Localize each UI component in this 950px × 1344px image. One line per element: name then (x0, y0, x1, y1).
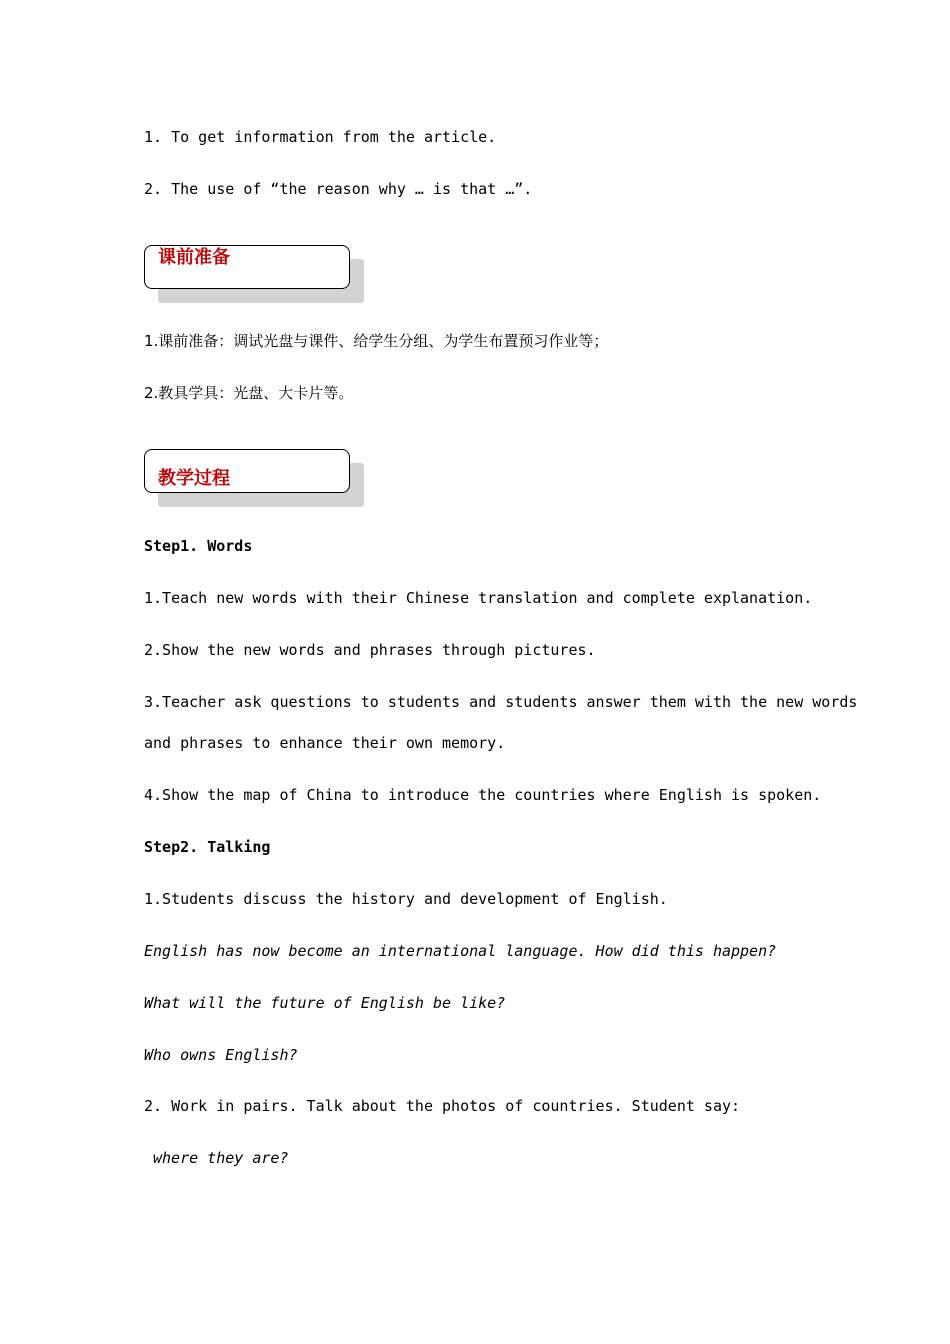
step2-item-1: 1.Students discuss the history and development of English. (144, 890, 668, 908)
discussion-question-1: English has now become an international language. How did this happen? (144, 942, 777, 960)
step1-item-1: 1.Teach new words with their Chinese translation and complete explanation. (144, 589, 813, 607)
objective-2: 2. The use of “the reason why … is that …”. (144, 180, 533, 198)
section-header-process (144, 449, 350, 493)
section-header-preparation (144, 245, 350, 289)
step1-item-4: 4.Show the map of China to introduce the countries where English is spoken. (144, 786, 822, 804)
step1-heading: Step1. Words (144, 537, 253, 555)
discussion-question-3: Who owns English? (144, 1046, 298, 1064)
discussion-question-2: What will the future of English be like? (144, 994, 506, 1012)
pair-work-question: where they are? (153, 1149, 289, 1167)
preparation-item-2: 2.教具学具：光盘、大卡片等。 (144, 384, 354, 402)
section-title-process: 教学过程 (158, 468, 230, 489)
preparation-item-1: 1.课前准备：调试光盘与课件、给学生分组、为学生布置预习作业等； (144, 332, 609, 350)
section-title-preparation: 课前准备 (158, 247, 230, 268)
step1-item-2: 2.Show the new words and phrases through pictures. (144, 641, 596, 659)
step1-item-3: 3.Teacher ask questions to students and students answer them with the new words (144, 693, 858, 711)
step2-heading: Step2. Talking (144, 838, 271, 856)
objective-1: 1. To get information from the article. (144, 128, 497, 146)
step2-item-2: 2. Work in pairs. Talk about the photos of countries. Student say: (144, 1097, 741, 1115)
step1-item-3-continued: and phrases to enhance their own memory. (144, 734, 506, 752)
